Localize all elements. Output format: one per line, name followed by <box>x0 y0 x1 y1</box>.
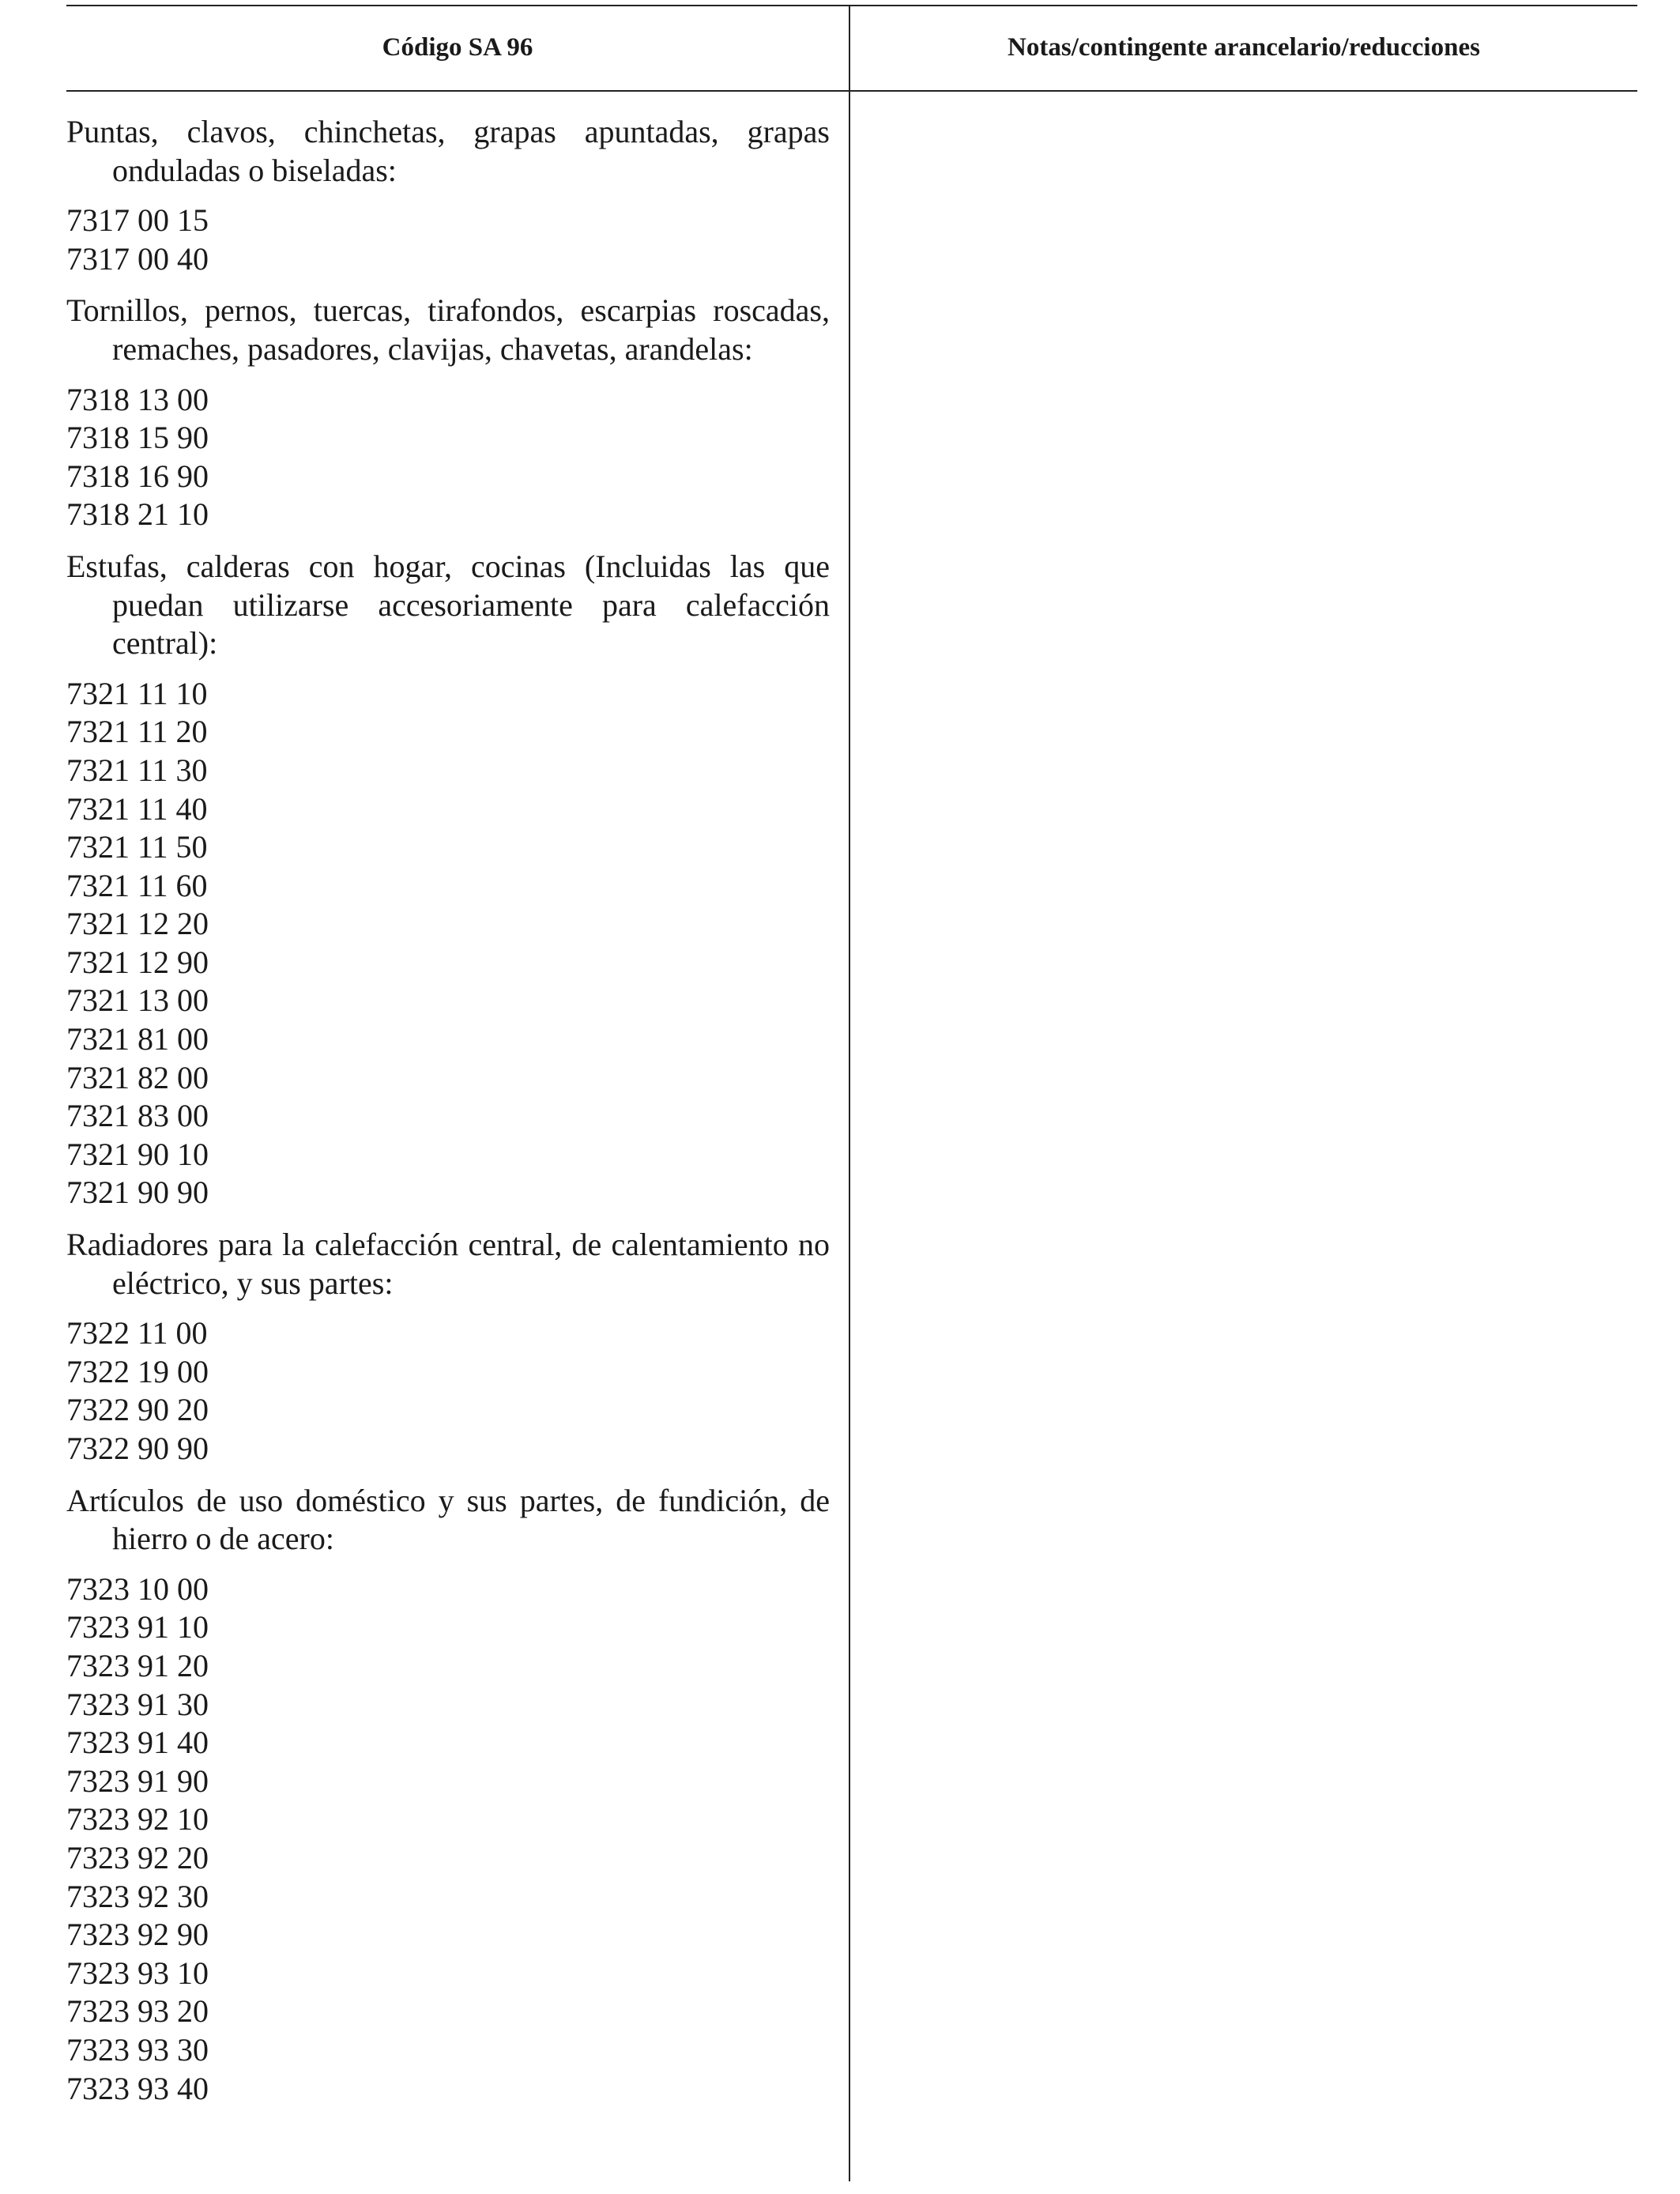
hs-code: 7321 90 90 <box>66 1174 209 1211</box>
group-heading: Tornillos, pernos, tuercas, tirafondos, escarpias roscadas, remaches, pasadores, clavijas, chavetas, arandelas: <box>66 292 830 367</box>
hs-code: 7322 90 90 <box>66 1431 209 1466</box>
code-column <box>66 113 830 2108</box>
hs-code: 7321 11 20 <box>66 714 208 750</box>
hs-code: 7323 92 90 <box>66 1917 209 1953</box>
hs-code: 7318 16 90 <box>66 458 209 494</box>
hs-code: 7317 00 15 <box>66 202 209 239</box>
hs-code: 7322 19 00 <box>66 1353 209 1389</box>
hs-code: 7323 91 20 <box>66 1647 209 1683</box>
code-list <box>66 675 830 1212</box>
hs-code: 7321 83 00 <box>66 1098 209 1134</box>
hs-code: 7321 90 10 <box>66 1136 209 1172</box>
code-list <box>66 1570 830 2108</box>
hs-code: 7321 13 00 <box>66 982 209 1019</box>
hs-code: 7323 91 10 <box>66 1609 209 1646</box>
tariff-table <box>66 5 1637 2181</box>
hs-code: 7321 81 00 <box>66 1021 209 1057</box>
hs-code: 7323 91 40 <box>66 1725 209 1761</box>
header-notes: Notas/contingente arancelario/reducciones <box>1008 32 1480 62</box>
hs-code: 7323 93 30 <box>66 2031 209 2068</box>
hs-code: 7323 93 10 <box>66 1955 209 1991</box>
code-list <box>66 1314 830 1468</box>
product-group <box>66 548 830 1212</box>
hs-code: 7323 92 10 <box>66 1801 209 1838</box>
group-heading: Puntas, clavos, chinchetas, grapas apuntadas, grapas onduladas o biseladas: <box>66 114 830 188</box>
hs-code: 7323 91 30 <box>66 1686 209 1722</box>
header-code: Código SA 96 <box>382 32 533 62</box>
hs-code: 7321 12 90 <box>66 944 209 980</box>
product-group <box>66 113 830 278</box>
hs-code: 7321 11 40 <box>66 790 208 827</box>
product-group <box>66 292 830 534</box>
hs-code: 7323 92 20 <box>66 1839 209 1875</box>
hs-code: 7321 11 10 <box>66 675 208 711</box>
hs-code: 7323 93 40 <box>66 2070 209 2106</box>
hs-code: 7321 11 60 <box>66 867 208 903</box>
hs-code: 7323 92 30 <box>66 1878 209 1914</box>
hs-code: 7323 91 90 <box>66 1762 209 1799</box>
hs-code: 7322 90 20 <box>66 1392 209 1428</box>
hs-code: 7318 13 00 <box>66 381 209 417</box>
code-list <box>66 202 830 278</box>
hs-code: 7321 11 50 <box>66 829 208 865</box>
hs-code: 7321 82 00 <box>66 1059 209 1095</box>
hs-code: 7318 15 90 <box>66 420 209 456</box>
product-group <box>66 1482 830 2109</box>
hs-code: 7323 93 20 <box>66 1993 209 2030</box>
hs-code: 7323 10 00 <box>66 1570 209 1607</box>
code-list <box>66 381 830 534</box>
group-heading: Estufas, calderas con hogar, cocinas (Incluidas las que puedan utilizarse accesoriamente para calefacción central): <box>66 548 830 662</box>
group-heading: Radiadores para la calefacción central, de calentamiento no eléctrico, y sus partes: <box>66 1227 830 1301</box>
hs-code: 7317 00 40 <box>66 240 209 277</box>
notes-column <box>850 92 1637 2181</box>
hs-code: 7321 11 30 <box>66 752 208 788</box>
group-heading: Artículos de uso doméstico y sus partes, de fundición, de hierro o de acero: <box>66 1482 830 1557</box>
hs-code: 7322 11 00 <box>66 1315 208 1351</box>
hs-code: 7321 12 20 <box>66 906 209 942</box>
product-group <box>66 1226 830 1468</box>
hs-code: 7318 21 10 <box>66 496 209 533</box>
